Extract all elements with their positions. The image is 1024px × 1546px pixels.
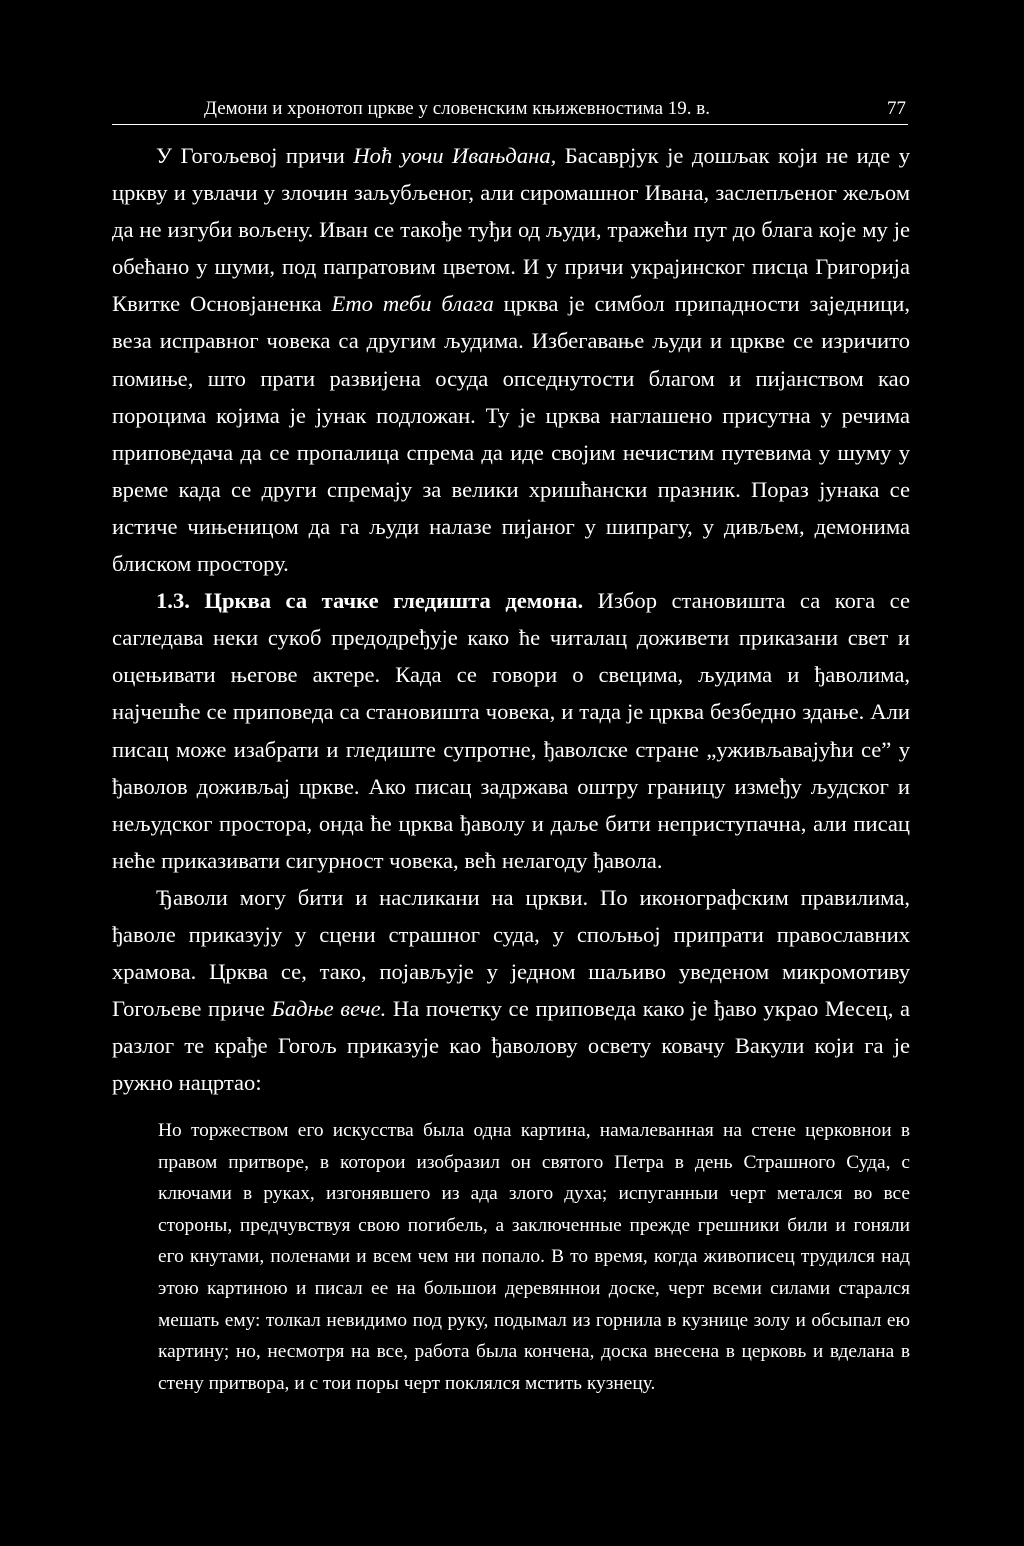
italic-title: Ноћ уочи Ивањдана, [353,143,557,168]
paragraph-text: На почетку се приповеда како је ђаво украо Месец, а разлог те крађе Гогољ приказује као ђаволову освету ковачу Вакули који га је ружно нацртао: [112,996,911,1096]
paragraph-section-1-3 [112,582,910,879]
running-header [112,96,908,125]
block-quote [158,1115,910,1399]
paragraph-painted-devils [112,879,910,1102]
paragraph-text: Басаврјук је дошљак који не иде у цркву и увлачи у злочин заљубљеног, али сиромашног Ивана, заслепљеног жељом да не изгуби вољену. Иван се такође туђи од људи, тражећи пут до блага које му је обећано у шуми, под папратовим цветом. И у причи украјинског писца Григорија Квитке Основјаненка [112,143,910,317]
quote-text: Но торжеством его искусства была одна картина, намалеванная на стене церковнои в правом притворе, в которои изобразил он святого Петра в день Страшного Суда, с ключами в руках, изгонявшего из ада злого духа; испуганныи черт метался во все стороны, предчувствуя свою погибель, а заключенные прежде грешники били и гоняли его кнутами, поленами и всем чем ни попало. В то время, когда живописец трудился над этою картиною и писал ее на большои деревяннои доске, черт всеми силами старался мешать ему: толкал невидимо под руку, подымал из горнила в кузнице золу и обсыпал ею картину; но, несмотря на все, работа была кончена, доска внесена в церковь и вделана в стену притвора, и с тои поры черт поклялся мстить кузнецу. [158,1120,910,1394]
running-title: Демони и хронотоп цркве у словенским књижевностима 19. в. [204,98,710,119]
paragraph-text: У Гогољевој причи [156,143,354,168]
paragraph-text: Избор становишта са кога се сагледава неки сукоб предодређује како ће читалац доживети приказани свет и оцењивати његове актере. Када се говори о свецима, људима и ђаволима, најчешће се приповеда са становишта човека, и тада је црква безбедно здање. Али писац може изабрати и гледиште супротне, ђаволске стране „уживљавајући се” у ђаволов доживљај цркве. Ако писац задржава оштру границу између људског и нељудског простора, онда ће црква ђаволу и даље бити неприступачна, али писац неће приказивати сигурност човека, већ нелагоду ђавола. [112,588,910,873]
section-heading: 1.3. Црква са тачке гледишта демона. [156,588,584,614]
page-number: 77 [887,98,906,119]
paragraph-gogol-kvitka [112,137,910,582]
italic-title: Ето теби блага [331,291,494,317]
main-text [112,137,910,1101]
italic-title: Бадње вече. [271,996,387,1022]
paragraph-text: Ђаволи могу бити и насликани на цркви. По иконографским правилима, ђаволе приказују у сцени страшног суда, у спољњој припрати православних храмова. Црква се, тако, појављује у једном шаљиво уведеном микромотиву Гогољеве приче [112,884,910,1022]
paragraph-text: црква је симбол припадности заједници, веза исправног човека са другим људима. Избегавање људи и цркве се изричито помиње, што прати развијена осуда опседнутости благом и пијанством као пороцима којима је јунак подложан. Ту је црква наглашено присутна у речима приповедача да се пропалица спрема да иде својим нечистим путевима у шуму у време када се други спремају за велики хришћански празник. Пораз јунака се истиче чињеницом да га људи налазе пијаног у шипрагу, у дивљем, демонима блиском простору. [112,291,910,577]
